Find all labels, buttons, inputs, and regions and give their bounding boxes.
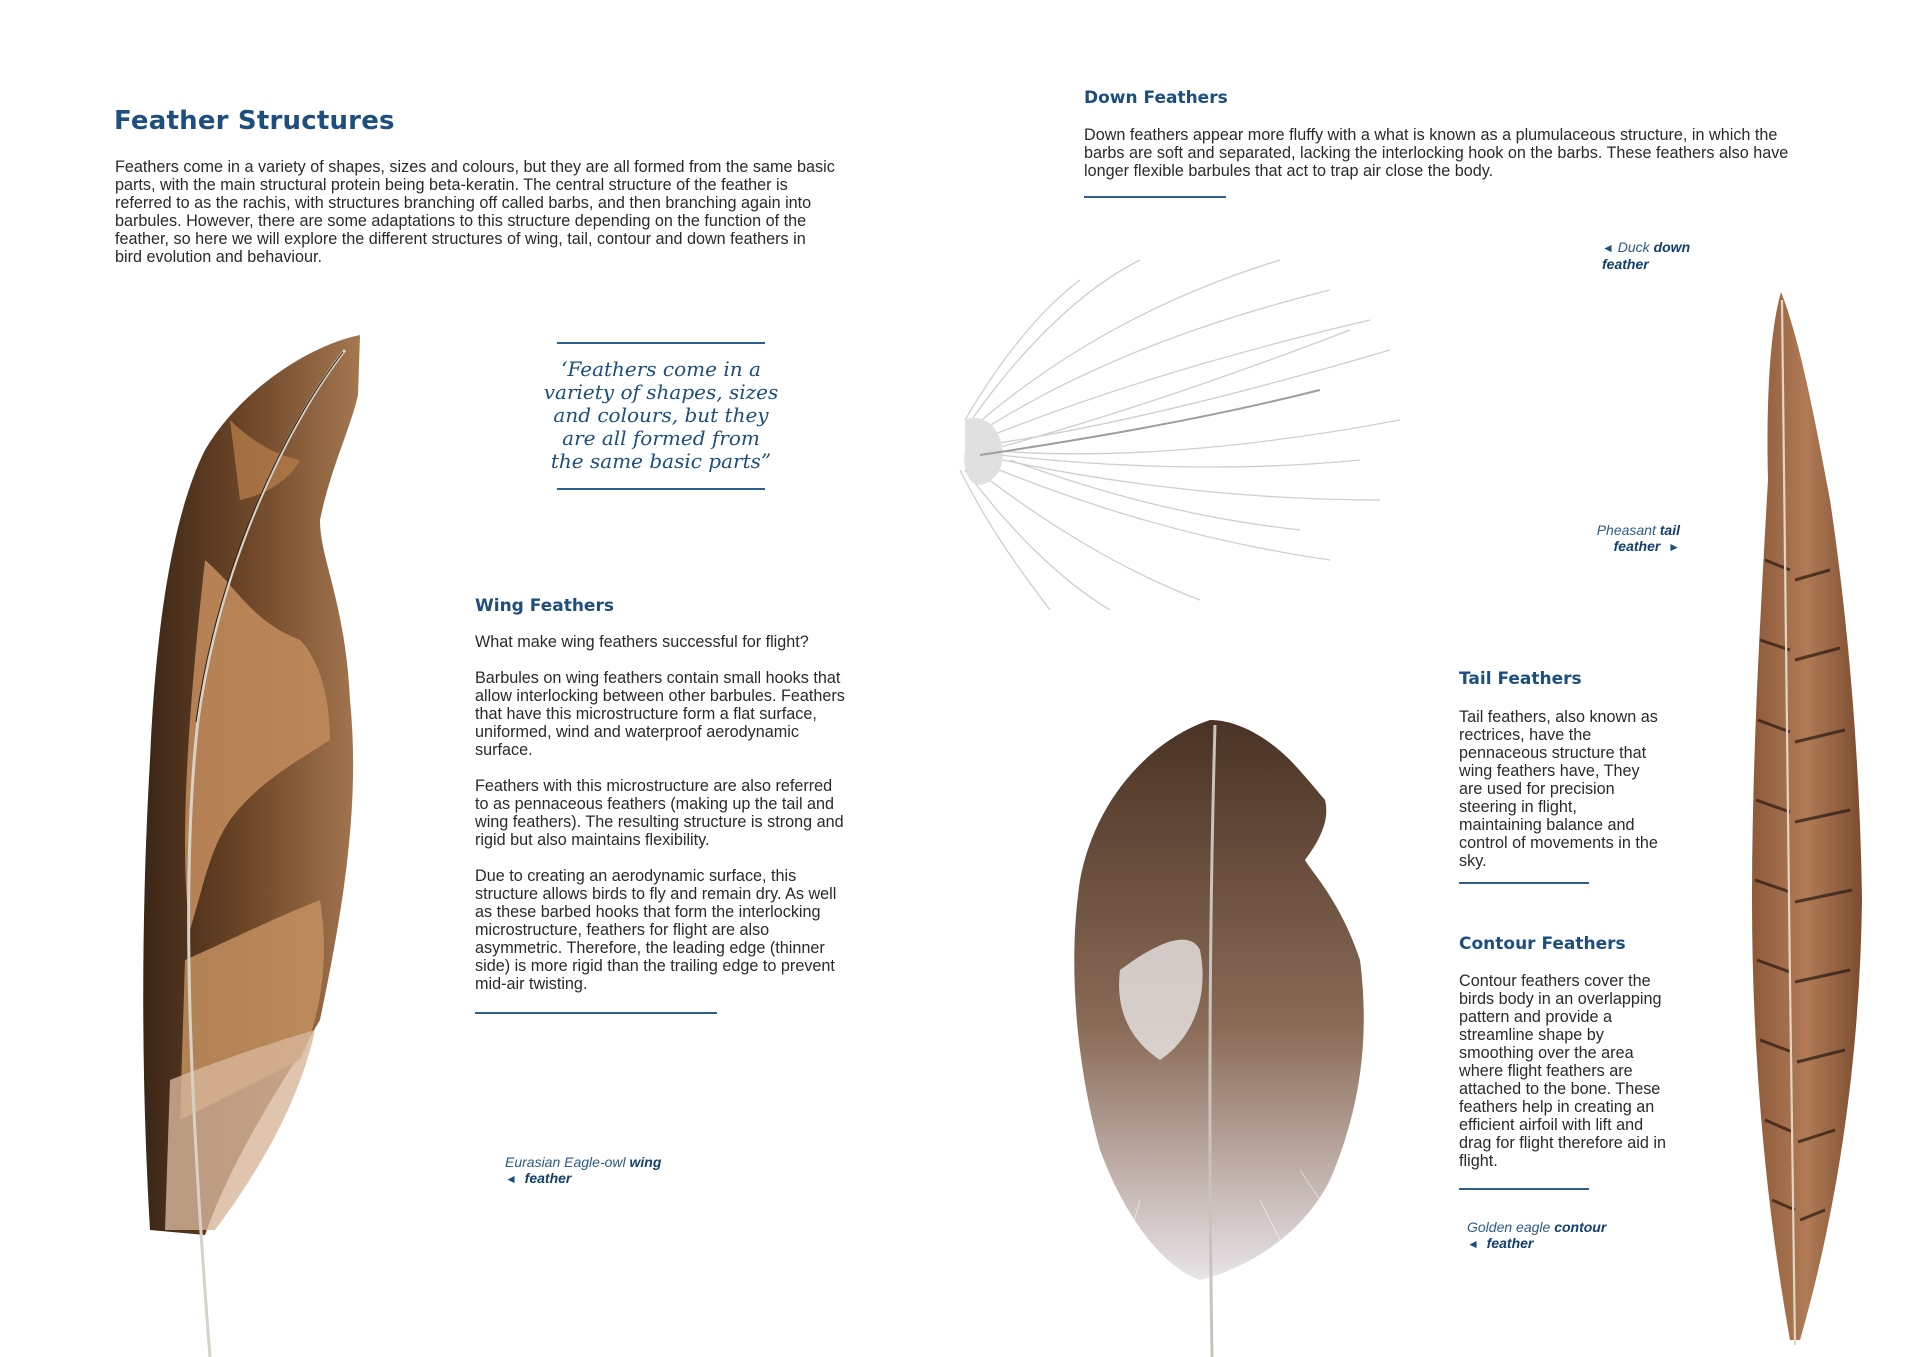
wing-caption-species: Eurasian Eagle-owl <box>505 1154 626 1170</box>
wing-rule <box>475 1012 717 1014</box>
wing-feather-caption <box>505 1154 705 1187</box>
arrow-left-icon: ◄ <box>505 1172 517 1186</box>
contour-feather-caption <box>1467 1219 1667 1252</box>
tail-rule <box>1459 882 1589 884</box>
wing-caption-word: feather <box>524 1170 572 1186</box>
down-rule <box>1084 196 1226 198</box>
down-feathers-heading: Down Feathers <box>1084 88 1228 108</box>
contour-feathers-heading: Contour Feathers <box>1459 934 1626 954</box>
arrow-right-icon: ► <box>1668 540 1680 554</box>
down-caption-type: down <box>1653 239 1691 255</box>
page-title: Feather Structures <box>114 106 395 136</box>
contour-caption-type: contour <box>1554 1219 1607 1235</box>
down-caption-word: feather <box>1602 256 1649 272</box>
quote-top-rule <box>557 342 765 344</box>
tail-caption-species: Pheasant <box>1596 522 1656 538</box>
contour-caption-species: Golden eagle <box>1467 1219 1551 1235</box>
tail-caption-word: feather <box>1613 538 1661 554</box>
contour-rule <box>1459 1188 1589 1190</box>
pull-quote: ‘Feathers come in a variety of shapes, sizes and colours, but they are all formed from the same basic parts” <box>543 357 779 473</box>
contour-feathers-body: Contour feathers cover the birds body in an overlapping pattern and provide a streamline shape by smoothing over the area where flight feathers are attached to the bone. These feathers help in creating an efficient airfoil with lift and drag for flight therefore aid in flight. <box>1459 972 1666 1170</box>
down-feathers-body: Down feathers appear more fluffy with a what is known as a plumulaceous structure, in which the barbs are soft and separated, lacking the interlocking hook on the barbs. These feathers also have longer flexible barbules that act to trap air close the body. <box>1084 126 1789 180</box>
contour-caption-word: feather <box>1486 1235 1534 1251</box>
tail-caption-type: tail <box>1659 522 1680 538</box>
quote-bottom-rule <box>557 488 765 490</box>
down-feather-caption <box>1602 239 1752 272</box>
wing-paragraph-3: Feathers with this microstructure are also referred to as pennaceous feathers (making up the tail and wing feathers). The resulting structure is strong and rigid but also maintains flexibility. <box>475 777 844 849</box>
tail-feathers-heading: Tail Feathers <box>1459 669 1582 689</box>
down-caption-species: Duck <box>1617 239 1650 255</box>
wing-feathers-body <box>475 633 845 1011</box>
arrow-left-icon: ◄ <box>1602 241 1614 255</box>
tail-feather-caption <box>1560 522 1680 555</box>
arrow-left-icon: ◄ <box>1467 1237 1479 1251</box>
wing-paragraph-2: Barbules on wing feathers contain small hooks that allow interlocking between other barbules. Feathers that have this microstructure form a flat surface, uniformed, wind and waterproof aerodynamic surface. <box>475 669 845 759</box>
intro-paragraph: Feathers come in a variety of shapes, sizes and colours, but they are all formed from the same basic parts, with the main structural protein being beta-keratin. The central structure of the feather is referred to as the rachis, with structures branching off called barbs, and then branching again into barbules. However, there are some adaptations to this structure depending on the function of the feather, so here we will explore the different structures of wing, tail, contour and down feathers in bird evolution and behaviour. <box>115 158 835 266</box>
wing-paragraph-4: Due to creating an aerodynamic surface, this structure allows birds to fly and remain dry. As well as these barbed hooks that form the interlocking microstructure, feathers for flight are also asymmetric. Therefore, the leading edge (thinner side) is more rigid than the trailing edge to prevent mid-air twisting. <box>475 867 837 993</box>
wing-caption-type: wing <box>629 1154 662 1170</box>
tail-feathers-body: Tail feathers, also known as rectrices, have the pennaceous structure that wing feathers have, They are used for precision steering in flight, maintaining balance and control of movements in the sky. <box>1459 708 1658 870</box>
wing-paragraph-1: What make wing feathers successful for flight? <box>475 633 809 651</box>
wing-feathers-heading: Wing Feathers <box>475 596 614 616</box>
